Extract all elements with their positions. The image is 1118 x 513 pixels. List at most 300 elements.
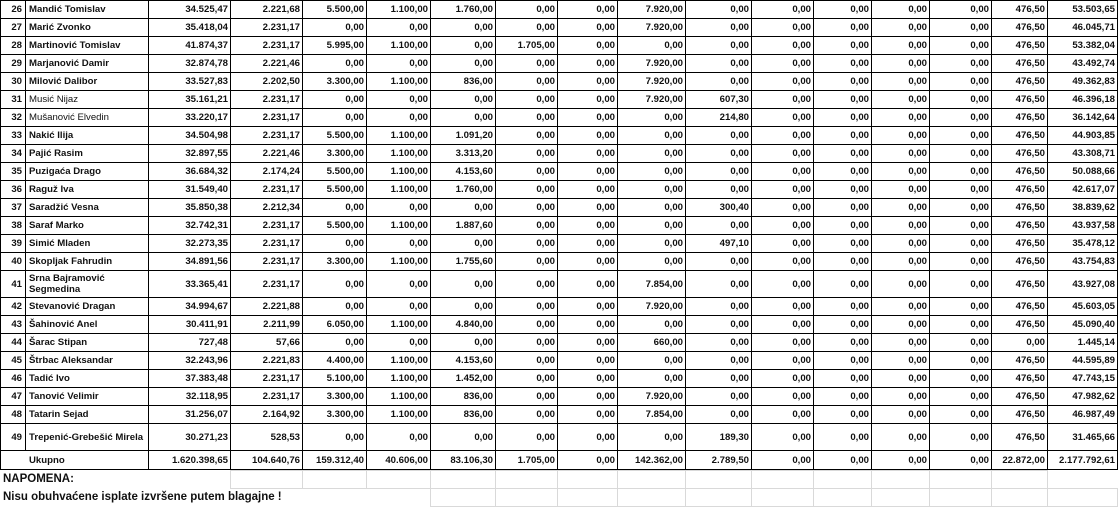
amount-cell[interactable]: 2.231,17 (231, 19, 303, 37)
amount-cell[interactable]: 57,66 (231, 334, 303, 352)
amount-cell[interactable]: 31.256,07 (149, 406, 231, 424)
amount-cell[interactable]: 0,00 (930, 199, 992, 217)
amount-cell[interactable]: 0,00 (496, 73, 558, 91)
amount-cell[interactable]: 0,00 (686, 316, 752, 334)
amount-cell[interactable]: 3.300,00 (303, 388, 367, 406)
amount-cell[interactable]: 0,00 (558, 406, 618, 424)
amount-cell[interactable]: 0,00 (431, 55, 496, 73)
amount-cell[interactable]: 528,53 (231, 424, 303, 451)
amount-cell[interactable]: 3.313,20 (431, 145, 496, 163)
amount-cell[interactable]: 0,00 (872, 127, 930, 145)
employee-name-cell[interactable]: Tanović Velimir (26, 388, 149, 406)
amount-cell[interactable]: 0,00 (930, 1, 992, 19)
total-amount-cell[interactable]: 0,00 (814, 451, 872, 470)
amount-cell[interactable]: 0,00 (686, 217, 752, 235)
amount-cell[interactable]: 0,00 (872, 109, 930, 127)
amount-cell[interactable]: 0,00 (752, 19, 814, 37)
amount-cell[interactable]: 0,00 (752, 37, 814, 55)
amount-cell[interactable]: 3.300,00 (303, 406, 367, 424)
amount-cell[interactable]: 0,00 (930, 73, 992, 91)
amount-cell[interactable]: 43.492,74 (1048, 55, 1118, 73)
amount-cell[interactable]: 0,00 (752, 352, 814, 370)
row-index[interactable]: 44 (1, 334, 26, 352)
amount-cell[interactable]: 0,00 (618, 235, 686, 253)
amount-cell[interactable]: 0,00 (686, 1, 752, 19)
amount-cell[interactable]: 7.854,00 (618, 406, 686, 424)
amount-cell[interactable]: 0,00 (930, 217, 992, 235)
amount-cell[interactable]: 0,00 (752, 334, 814, 352)
amount-cell[interactable]: 49.362,83 (1048, 73, 1118, 91)
amount-cell[interactable]: 38.839,62 (1048, 199, 1118, 217)
amount-cell[interactable]: 1.091,20 (431, 127, 496, 145)
amount-cell[interactable]: 0,00 (367, 91, 431, 109)
amount-cell[interactable]: 2.231,17 (231, 217, 303, 235)
amount-cell[interactable]: 0,00 (496, 406, 558, 424)
amount-cell[interactable]: 34.891,56 (149, 253, 231, 271)
amount-cell[interactable]: 2.174,24 (231, 163, 303, 181)
amount-cell[interactable]: 1.100,00 (367, 37, 431, 55)
amount-cell[interactable]: 0,00 (496, 199, 558, 217)
amount-cell[interactable]: 0,00 (752, 370, 814, 388)
amount-cell[interactable]: 0,00 (814, 127, 872, 145)
amount-cell[interactable]: 476,50 (992, 235, 1048, 253)
amount-cell[interactable]: 47.743,15 (1048, 370, 1118, 388)
amount-cell[interactable]: 1.100,00 (367, 127, 431, 145)
amount-cell[interactable]: 2.221,46 (231, 55, 303, 73)
total-amount-cell[interactable]: 2.177.792,61 (1048, 451, 1118, 470)
amount-cell[interactable]: 0,00 (872, 334, 930, 352)
amount-cell[interactable]: 0,00 (872, 352, 930, 370)
amount-cell[interactable]: 0,00 (431, 199, 496, 217)
amount-cell[interactable]: 2.231,17 (231, 91, 303, 109)
amount-cell[interactable]: 0,00 (496, 91, 558, 109)
amount-cell[interactable]: 0,00 (496, 352, 558, 370)
amount-cell[interactable]: 2.231,17 (231, 253, 303, 271)
amount-cell[interactable]: 0,00 (872, 235, 930, 253)
amount-cell[interactable]: 5.500,00 (303, 217, 367, 235)
employee-name-cell[interactable]: Srna Bajramović Segmedina (26, 271, 149, 298)
amount-cell[interactable]: 0,00 (930, 316, 992, 334)
amount-cell[interactable]: 0,00 (431, 334, 496, 352)
amount-cell[interactable]: 0,00 (872, 298, 930, 316)
amount-cell[interactable]: 0,00 (558, 217, 618, 235)
amount-cell[interactable]: 476,50 (992, 217, 1048, 235)
amount-cell[interactable]: 7.920,00 (618, 298, 686, 316)
amount-cell[interactable]: 46.987,49 (1048, 406, 1118, 424)
amount-cell[interactable]: 0,00 (618, 181, 686, 199)
amount-cell[interactable]: 0,00 (872, 163, 930, 181)
amount-cell[interactable]: 0,00 (814, 253, 872, 271)
amount-cell[interactable]: 0,00 (496, 109, 558, 127)
amount-cell[interactable]: 0,00 (686, 334, 752, 352)
row-index[interactable]: 39 (1, 235, 26, 253)
row-index[interactable]: 42 (1, 298, 26, 316)
row-index[interactable]: 36 (1, 181, 26, 199)
employee-name-cell[interactable]: Štrbac Aleksandar (26, 352, 149, 370)
amount-cell[interactable]: 0,00 (367, 55, 431, 73)
amount-cell[interactable]: 35.418,04 (149, 19, 231, 37)
amount-cell[interactable]: 0,00 (367, 109, 431, 127)
amount-cell[interactable]: 0,00 (752, 181, 814, 199)
amount-cell[interactable]: 0,00 (618, 370, 686, 388)
amount-cell[interactable]: 0,00 (686, 406, 752, 424)
amount-cell[interactable]: 0,00 (303, 19, 367, 37)
amount-cell[interactable]: 36.684,32 (149, 163, 231, 181)
amount-cell[interactable]: 0,00 (930, 253, 992, 271)
amount-cell[interactable]: 1.100,00 (367, 370, 431, 388)
amount-cell[interactable]: 2.211,99 (231, 316, 303, 334)
amount-cell[interactable]: 1.100,00 (367, 316, 431, 334)
amount-cell[interactable]: 476,50 (992, 298, 1048, 316)
amount-cell[interactable]: 0,00 (872, 1, 930, 19)
amount-cell[interactable]: 0,00 (496, 388, 558, 406)
amount-cell[interactable]: 42.617,07 (1048, 181, 1118, 199)
amount-cell[interactable]: 32.874,78 (149, 55, 231, 73)
amount-cell[interactable]: 0,00 (686, 73, 752, 91)
amount-cell[interactable]: 476,50 (992, 316, 1048, 334)
employee-name-cell[interactable]: Šarac Stipan (26, 334, 149, 352)
amount-cell[interactable]: 0,00 (872, 19, 930, 37)
amount-cell[interactable]: 7.920,00 (618, 91, 686, 109)
employee-name-cell[interactable]: Mandić Tomislav (26, 1, 149, 19)
amount-cell[interactable]: 0,00 (496, 163, 558, 181)
amount-cell[interactable]: 5.500,00 (303, 127, 367, 145)
amount-cell[interactable]: 0,00 (618, 109, 686, 127)
amount-cell[interactable]: 0,00 (496, 145, 558, 163)
amount-cell[interactable]: 0,00 (930, 181, 992, 199)
amount-cell[interactable]: 33.527,83 (149, 73, 231, 91)
amount-cell[interactable]: 0,00 (367, 424, 431, 451)
amount-cell[interactable]: 0,00 (992, 334, 1048, 352)
amount-cell[interactable]: 2.231,17 (231, 127, 303, 145)
employee-name-cell[interactable]: Šahinović Anel (26, 316, 149, 334)
amount-cell[interactable]: 0,00 (496, 217, 558, 235)
amount-cell[interactable]: 0,00 (752, 298, 814, 316)
amount-cell[interactable]: 0,00 (814, 181, 872, 199)
amount-cell[interactable]: 189,30 (686, 424, 752, 451)
amount-cell[interactable]: 0,00 (930, 370, 992, 388)
row-index[interactable]: 26 (1, 1, 26, 19)
amount-cell[interactable]: 1.760,00 (431, 181, 496, 199)
amount-cell[interactable]: 0,00 (558, 370, 618, 388)
amount-cell[interactable]: 5.500,00 (303, 1, 367, 19)
amount-cell[interactable]: 3.300,00 (303, 253, 367, 271)
amount-cell[interactable]: 0,00 (752, 55, 814, 73)
amount-cell[interactable]: 1.100,00 (367, 352, 431, 370)
amount-cell[interactable]: 0,00 (431, 271, 496, 298)
amount-cell[interactable]: 1.100,00 (367, 181, 431, 199)
amount-cell[interactable]: 0,00 (686, 37, 752, 55)
amount-cell[interactable]: 0,00 (558, 352, 618, 370)
total-amount-cell[interactable]: 1.705,00 (496, 451, 558, 470)
amount-cell[interactable]: 0,00 (686, 163, 752, 181)
amount-cell[interactable]: 0,00 (303, 235, 367, 253)
amount-cell[interactable]: 0,00 (558, 235, 618, 253)
amount-cell[interactable]: 1.100,00 (367, 388, 431, 406)
amount-cell[interactable]: 5.100,00 (303, 370, 367, 388)
employee-name-cell[interactable]: Musić Nijaz (26, 91, 149, 109)
employee-name-cell[interactable]: Puzigaća Drago (26, 163, 149, 181)
amount-cell[interactable]: 4.153,60 (431, 163, 496, 181)
amount-cell[interactable]: 0,00 (814, 1, 872, 19)
amount-cell[interactable]: 0,00 (930, 406, 992, 424)
amount-cell[interactable]: 0,00 (814, 37, 872, 55)
amount-cell[interactable]: 0,00 (752, 217, 814, 235)
amount-cell[interactable]: 35.850,38 (149, 199, 231, 217)
amount-cell[interactable]: 0,00 (752, 253, 814, 271)
amount-cell[interactable]: 0,00 (496, 334, 558, 352)
amount-cell[interactable]: 0,00 (558, 37, 618, 55)
amount-cell[interactable]: 0,00 (618, 199, 686, 217)
amount-cell[interactable]: 0,00 (814, 370, 872, 388)
amount-cell[interactable]: 0,00 (303, 334, 367, 352)
amount-cell[interactable]: 0,00 (618, 253, 686, 271)
amount-cell[interactable]: 43.937,58 (1048, 217, 1118, 235)
amount-cell[interactable]: 0,00 (686, 181, 752, 199)
row-index[interactable]: 31 (1, 91, 26, 109)
employee-name-cell[interactable]: Stevanović Dragan (26, 298, 149, 316)
amount-cell[interactable]: 2.231,17 (231, 388, 303, 406)
amount-cell[interactable]: 0,00 (814, 424, 872, 451)
employee-name-cell[interactable]: Tadić Ivo (26, 370, 149, 388)
amount-cell[interactable]: 53.382,04 (1048, 37, 1118, 55)
amount-cell[interactable]: 0,00 (367, 235, 431, 253)
amount-cell[interactable]: 0,00 (814, 316, 872, 334)
amount-cell[interactable]: 0,00 (752, 235, 814, 253)
amount-cell[interactable]: 7.920,00 (618, 1, 686, 19)
amount-cell[interactable]: 32.742,31 (149, 217, 231, 235)
amount-cell[interactable]: 0,00 (431, 91, 496, 109)
amount-cell[interactable]: 836,00 (431, 73, 496, 91)
amount-cell[interactable]: 0,00 (303, 55, 367, 73)
amount-cell[interactable]: 0,00 (872, 181, 930, 199)
amount-cell[interactable]: 0,00 (872, 406, 930, 424)
amount-cell[interactable]: 0,00 (496, 55, 558, 73)
amount-cell[interactable]: 0,00 (558, 253, 618, 271)
amount-cell[interactable]: 0,00 (618, 163, 686, 181)
row-index[interactable]: 37 (1, 199, 26, 217)
amount-cell[interactable]: 0,00 (686, 370, 752, 388)
amount-cell[interactable]: 0,00 (558, 271, 618, 298)
amount-cell[interactable]: 1.760,00 (431, 1, 496, 19)
amount-cell[interactable]: 1.445,14 (1048, 334, 1118, 352)
row-index[interactable]: 46 (1, 370, 26, 388)
amount-cell[interactable]: 0,00 (303, 424, 367, 451)
employee-name-cell[interactable]: Nakić Ilija (26, 127, 149, 145)
row-index[interactable]: 28 (1, 37, 26, 55)
row-index[interactable]: 41 (1, 271, 26, 298)
amount-cell[interactable]: 0,00 (367, 334, 431, 352)
amount-cell[interactable]: 53.503,65 (1048, 1, 1118, 19)
row-index[interactable]: 49 (1, 424, 26, 451)
amount-cell[interactable]: 0,00 (752, 91, 814, 109)
amount-cell[interactable]: 0,00 (496, 1, 558, 19)
amount-cell[interactable]: 0,00 (930, 352, 992, 370)
amount-cell[interactable]: 2.231,17 (231, 37, 303, 55)
employee-name-cell[interactable]: Saradžić Vesna (26, 199, 149, 217)
amount-cell[interactable]: 0,00 (618, 217, 686, 235)
amount-cell[interactable]: 47.982,62 (1048, 388, 1118, 406)
total-amount-cell[interactable]: 142.362,00 (618, 451, 686, 470)
employee-name-cell[interactable]: Tatarin Sejad (26, 406, 149, 424)
amount-cell[interactable]: 0,00 (752, 145, 814, 163)
row-index[interactable]: 29 (1, 55, 26, 73)
amount-cell[interactable]: 32.243,96 (149, 352, 231, 370)
amount-cell[interactable]: 0,00 (752, 271, 814, 298)
amount-cell[interactable]: 35.478,12 (1048, 235, 1118, 253)
amount-cell[interactable]: 0,00 (686, 271, 752, 298)
amount-cell[interactable]: 0,00 (431, 298, 496, 316)
amount-cell[interactable]: 1.705,00 (496, 37, 558, 55)
amount-cell[interactable]: 32.118,95 (149, 388, 231, 406)
row-index[interactable]: 34 (1, 145, 26, 163)
amount-cell[interactable]: 476,50 (992, 55, 1048, 73)
employee-name-cell[interactable]: Mušanović Elvedin (26, 109, 149, 127)
amount-cell[interactable]: 0,00 (930, 91, 992, 109)
amount-cell[interactable]: 0,00 (496, 181, 558, 199)
amount-cell[interactable]: 0,00 (558, 298, 618, 316)
amount-cell[interactable]: 7.854,00 (618, 271, 686, 298)
amount-cell[interactable]: 0,00 (814, 217, 872, 235)
amount-cell[interactable]: 1.100,00 (367, 217, 431, 235)
amount-cell[interactable]: 0,00 (752, 1, 814, 19)
amount-cell[interactable]: 0,00 (496, 127, 558, 145)
amount-cell[interactable]: 36.142,64 (1048, 109, 1118, 127)
amount-cell[interactable]: 0,00 (814, 19, 872, 37)
amount-cell[interactable]: 0,00 (686, 145, 752, 163)
amount-cell[interactable]: 1.100,00 (367, 253, 431, 271)
row-index[interactable]: 45 (1, 352, 26, 370)
amount-cell[interactable]: 0,00 (930, 424, 992, 451)
amount-cell[interactable]: 1.887,60 (431, 217, 496, 235)
amount-cell[interactable]: 0,00 (752, 316, 814, 334)
amount-cell[interactable]: 4.840,00 (431, 316, 496, 334)
amount-cell[interactable]: 476,50 (992, 253, 1048, 271)
amount-cell[interactable]: 476,50 (992, 37, 1048, 55)
amount-cell[interactable]: 0,00 (618, 145, 686, 163)
amount-cell[interactable]: 476,50 (992, 271, 1048, 298)
employee-name-cell[interactable]: Saraf Marko (26, 217, 149, 235)
amount-cell[interactable]: 0,00 (558, 316, 618, 334)
amount-cell[interactable]: 0,00 (752, 127, 814, 145)
amount-cell[interactable]: 476,50 (992, 127, 1048, 145)
amount-cell[interactable]: 0,00 (930, 37, 992, 55)
amount-cell[interactable]: 300,40 (686, 199, 752, 217)
amount-cell[interactable]: 0,00 (872, 271, 930, 298)
amount-cell[interactable]: 3.300,00 (303, 145, 367, 163)
amount-cell[interactable]: 1.100,00 (367, 406, 431, 424)
amount-cell[interactable]: 2.202,50 (231, 73, 303, 91)
amount-cell[interactable]: 0,00 (814, 109, 872, 127)
amount-cell[interactable]: 0,00 (872, 388, 930, 406)
amount-cell[interactable]: 0,00 (558, 181, 618, 199)
amount-cell[interactable]: 0,00 (814, 235, 872, 253)
amount-cell[interactable]: 0,00 (558, 199, 618, 217)
amount-cell[interactable]: 0,00 (558, 388, 618, 406)
amount-cell[interactable]: 0,00 (496, 271, 558, 298)
row-index[interactable]: 27 (1, 19, 26, 37)
amount-cell[interactable]: 0,00 (496, 19, 558, 37)
amount-cell[interactable]: 0,00 (930, 163, 992, 181)
amount-cell[interactable]: 4.153,60 (431, 352, 496, 370)
row-index[interactable]: 30 (1, 73, 26, 91)
amount-cell[interactable]: 0,00 (686, 55, 752, 73)
amount-cell[interactable]: 45.603,05 (1048, 298, 1118, 316)
amount-cell[interactable]: 50.088,66 (1048, 163, 1118, 181)
amount-cell[interactable]: 660,00 (618, 334, 686, 352)
row-index[interactable]: 40 (1, 253, 26, 271)
amount-cell[interactable]: 0,00 (558, 424, 618, 451)
amount-cell[interactable]: 0,00 (930, 127, 992, 145)
amount-cell[interactable]: 0,00 (930, 388, 992, 406)
amount-cell[interactable]: 476,50 (992, 406, 1048, 424)
amount-cell[interactable]: 0,00 (686, 298, 752, 316)
amount-cell[interactable]: 0,00 (558, 19, 618, 37)
amount-cell[interactable]: 0,00 (752, 109, 814, 127)
amount-cell[interactable]: 0,00 (930, 235, 992, 253)
amount-cell[interactable]: 0,00 (303, 109, 367, 127)
amount-cell[interactable]: 43.308,71 (1048, 145, 1118, 163)
amount-cell[interactable]: 32.897,55 (149, 145, 231, 163)
amount-cell[interactable]: 34.525,47 (149, 1, 231, 19)
amount-cell[interactable]: 0,00 (872, 37, 930, 55)
amount-cell[interactable]: 1.100,00 (367, 73, 431, 91)
amount-cell[interactable]: 0,00 (872, 91, 930, 109)
amount-cell[interactable]: 2.231,17 (231, 370, 303, 388)
amount-cell[interactable]: 0,00 (558, 163, 618, 181)
amount-cell[interactable]: 476,50 (992, 163, 1048, 181)
row-index[interactable]: 32 (1, 109, 26, 127)
amount-cell[interactable]: 0,00 (496, 235, 558, 253)
amount-cell[interactable]: 1.100,00 (367, 1, 431, 19)
amount-cell[interactable]: 0,00 (496, 298, 558, 316)
amount-cell[interactable]: 2.221,88 (231, 298, 303, 316)
total-label[interactable]: Ukupno (1, 451, 149, 470)
employee-name-cell[interactable]: Marjanović Damir (26, 55, 149, 73)
amount-cell[interactable]: 30.271,23 (149, 424, 231, 451)
employee-name-cell[interactable]: Martinović Tomislav (26, 37, 149, 55)
amount-cell[interactable]: 33.365,41 (149, 271, 231, 298)
amount-cell[interactable]: 0,00 (431, 37, 496, 55)
amount-cell[interactable]: 0,00 (930, 55, 992, 73)
amount-cell[interactable]: 0,00 (752, 424, 814, 451)
amount-cell[interactable]: 31.549,40 (149, 181, 231, 199)
amount-cell[interactable]: 44.903,85 (1048, 127, 1118, 145)
amount-cell[interactable]: 476,50 (992, 370, 1048, 388)
amount-cell[interactable]: 0,00 (752, 406, 814, 424)
amount-cell[interactable]: 0,00 (686, 388, 752, 406)
amount-cell[interactable]: 0,00 (686, 352, 752, 370)
amount-cell[interactable]: 5.500,00 (303, 163, 367, 181)
amount-cell[interactable]: 0,00 (872, 316, 930, 334)
total-amount-cell[interactable]: 0,00 (930, 451, 992, 470)
amount-cell[interactable]: 476,50 (992, 145, 1048, 163)
amount-cell[interactable]: 0,00 (814, 145, 872, 163)
amount-cell[interactable]: 7.920,00 (618, 19, 686, 37)
amount-cell[interactable]: 0,00 (496, 424, 558, 451)
amount-cell[interactable]: 2.231,17 (231, 181, 303, 199)
amount-cell[interactable]: 0,00 (930, 271, 992, 298)
amount-cell[interactable]: 0,00 (814, 406, 872, 424)
row-index[interactable]: 48 (1, 406, 26, 424)
amount-cell[interactable]: 2.221,83 (231, 352, 303, 370)
amount-cell[interactable]: 2.231,17 (231, 109, 303, 127)
amount-cell[interactable]: 0,00 (618, 352, 686, 370)
amount-cell[interactable]: 0,00 (872, 424, 930, 451)
amount-cell[interactable]: 0,00 (496, 253, 558, 271)
amount-cell[interactable]: 0,00 (872, 145, 930, 163)
amount-cell[interactable]: 41.874,37 (149, 37, 231, 55)
